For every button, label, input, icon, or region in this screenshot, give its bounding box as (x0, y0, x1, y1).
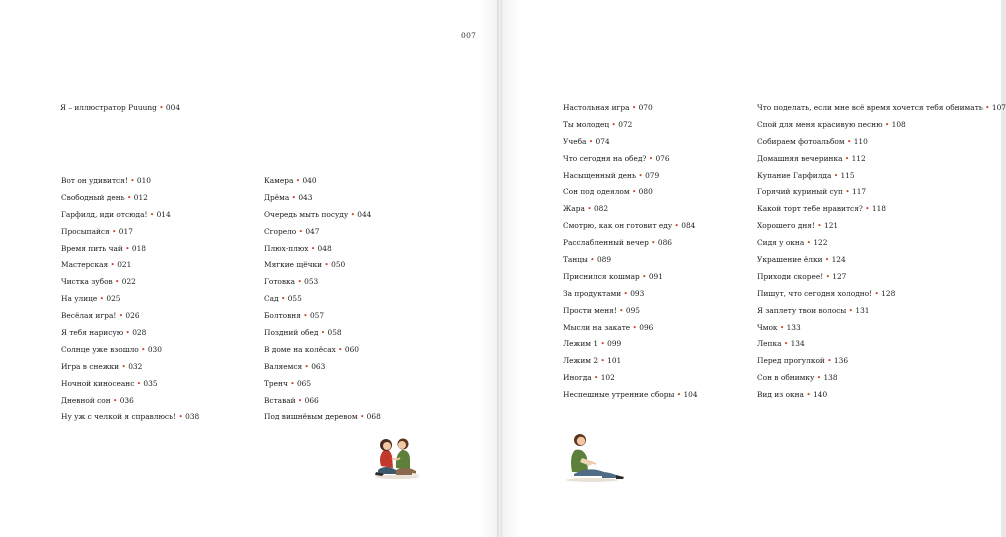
toc-entry[interactable] (757, 168, 1006, 185)
toc-entry[interactable] (264, 342, 381, 359)
toc-entry-title: Настольная игра (563, 103, 630, 112)
toc-entry[interactable] (563, 252, 698, 269)
toc-entry[interactable] (563, 235, 698, 252)
bullet-separator: • (623, 288, 628, 298)
toc-entry[interactable] (563, 151, 698, 168)
toc-entry-page: 140 (813, 390, 828, 400)
bullet-separator: • (847, 136, 852, 146)
toc-entry[interactable] (757, 387, 1006, 404)
bullet-separator: • (112, 226, 117, 236)
toc-entry-page: 063 (311, 361, 326, 371)
toc-entry-title: Что сегодня на обед? (563, 153, 647, 163)
toc-entry-page: 022 (121, 277, 136, 287)
bullet-separator: • (806, 390, 811, 400)
bullet-separator: • (290, 378, 295, 388)
toc-entry[interactable] (757, 100, 1006, 117)
bullet-separator: • (674, 221, 679, 231)
bullet-separator: • (304, 361, 309, 371)
toc-entry-page: 089 (596, 255, 612, 265)
toc-entry[interactable] (264, 359, 381, 376)
toc-entry-title: Иногда (563, 373, 592, 383)
toc-entry-page: 074 (595, 136, 610, 146)
bullet-separator: • (817, 221, 822, 231)
toc-entry[interactable] (757, 336, 1006, 353)
toc-entry-title: Очередь мыть посуду (264, 209, 349, 219)
bullet-separator: • (648, 153, 654, 163)
toc-entry-title: Сгорело (264, 226, 297, 236)
toc-entry-page: 117 (852, 187, 867, 197)
toc-entry-title: Лежим 1 (563, 339, 599, 349)
right-page (502, 0, 1006, 537)
toc-entry-page: 072 (618, 119, 633, 129)
toc-entry-title: Ну уж с челкой я справлюсь! (61, 412, 177, 422)
toc-entry[interactable] (563, 117, 698, 134)
toc-entry[interactable] (264, 291, 381, 308)
toc-entry[interactable] (61, 325, 199, 342)
toc-entry-page: 070 (638, 103, 653, 112)
toc-entry[interactable] (563, 286, 698, 303)
toc-entry-page: 121 (824, 221, 839, 231)
toc-entry-page: 107 (991, 103, 1006, 112)
toc-entry[interactable] (563, 269, 698, 286)
toc-entry-title: Весёлая игра! (61, 311, 117, 321)
toc-entry[interactable] (61, 308, 199, 325)
toc-entry[interactable] (563, 184, 698, 201)
toc-entry-page: 040 (302, 176, 317, 185)
toc-entry-page: 025 (106, 294, 121, 304)
toc-entry-page: 115 (840, 170, 855, 180)
toc-entry-title: Сидя у окна (757, 238, 805, 248)
toc-entry[interactable] (757, 303, 1006, 320)
toc-entry-page: 066 (304, 395, 319, 405)
toc-entry-page: 044 (357, 209, 372, 219)
toc-entry-page: 018 (131, 243, 147, 253)
toc-entry-page: 004 (165, 103, 181, 112)
toc-entry[interactable] (563, 387, 698, 404)
bullet-separator: • (848, 305, 854, 315)
bullet-separator: • (115, 277, 120, 287)
toc-entry-title: На улице (61, 294, 98, 304)
toc-entry[interactable] (563, 353, 698, 370)
toc-entry-title: Перед прогулкой (757, 356, 825, 366)
toc-entry-page: 026 (125, 311, 140, 321)
bullet-separator: • (130, 176, 135, 185)
toc-entry-page: 099 (607, 339, 622, 349)
toc-entry[interactable] (264, 325, 381, 342)
toc-entry-title: Ты молодец (563, 119, 610, 129)
toc-entry[interactable] (563, 168, 698, 185)
toc-column-left-2 (264, 173, 381, 426)
bullet-separator: • (844, 153, 850, 163)
toc-entry-title: Танцы (563, 255, 588, 265)
bullet-separator: • (324, 260, 329, 270)
bullet-separator: • (874, 288, 879, 298)
bullet-separator: • (806, 238, 811, 248)
toc-entry[interactable] (757, 286, 1006, 303)
bullet-separator: • (149, 209, 155, 219)
toc-entry-title: Приснился кошмар (563, 271, 640, 281)
toc-entry[interactable] (264, 257, 381, 274)
toc-entry-title: Вставай (264, 395, 296, 405)
toc-entry[interactable] (264, 173, 381, 190)
toc-entry-title: Домашняя вечеринка (757, 153, 843, 163)
toc-entry[interactable] (61, 207, 199, 224)
bullet-separator: • (651, 238, 656, 248)
toc-entry-title: Я заплету твои волосы (757, 305, 847, 315)
toc-column-right-1 (563, 100, 698, 404)
bullet-separator: • (600, 339, 605, 349)
toc-entry-page: 030 (147, 344, 162, 354)
toc-entry-title: Сон в обнимку (757, 373, 815, 383)
toc-entry-page: 084 (681, 221, 696, 231)
toc-entry-title: Прости меня! (563, 305, 617, 315)
bullet-separator: • (297, 395, 303, 405)
bullet-separator: • (827, 356, 832, 366)
toc-entry[interactable] (563, 303, 698, 320)
toc-entry[interactable] (61, 342, 199, 359)
toc-entry-page: 124 (831, 255, 846, 265)
bullet-separator: • (141, 344, 146, 354)
toc-intro-entry[interactable] (60, 103, 180, 112)
toc-entry-title: Мастерская (61, 260, 109, 270)
toc-entry[interactable] (757, 320, 1006, 337)
toc-entry-title: Насыщенный день (563, 170, 637, 180)
toc-entry[interactable] (61, 393, 199, 410)
toc-entry[interactable] (563, 134, 698, 151)
bullet-separator: • (136, 378, 142, 388)
bullet-separator: • (110, 260, 115, 270)
toc-entry-title: Приходи скорее! (757, 271, 824, 281)
toc-entry-title: Сон под одеялом (563, 187, 630, 197)
bullet-separator: • (632, 322, 637, 332)
bullet-separator: • (125, 243, 130, 253)
toc-entry-page: 080 (638, 187, 653, 197)
toc-entry[interactable] (264, 409, 381, 426)
toc-entry-page: 102 (600, 373, 615, 383)
toc-entry-title: Расслабленный вечер (563, 238, 649, 248)
toc-entry-page: 110 (853, 136, 868, 146)
toc-entry-title: Игра в снежки (61, 361, 120, 371)
bullet-separator: • (865, 204, 870, 214)
toc-entry-page: 086 (657, 238, 672, 248)
bullet-separator: • (985, 103, 990, 112)
toc-entry[interactable] (757, 134, 1006, 151)
toc-entry[interactable] (757, 151, 1006, 168)
toc-entry-title: Под вишнёвым деревом (264, 412, 358, 422)
toc-entry-page: 108 (891, 119, 906, 129)
toc-entry-title: Я тебя нарисую (61, 328, 124, 338)
toc-entry-page: 032 (128, 361, 143, 371)
toc-entry-page: 131 (855, 305, 870, 315)
toc-entry-title: Вот он удивится! (61, 176, 128, 185)
toc-entry-page: 038 (185, 412, 200, 422)
toc-entry-page: 010 (136, 176, 152, 185)
toc-entry-page: 138 (823, 373, 838, 383)
toc-entry-page: 058 (327, 328, 342, 338)
toc-entry[interactable] (61, 173, 199, 190)
toc-entry[interactable] (264, 308, 381, 325)
toc-entry[interactable] (61, 257, 199, 274)
bullet-separator: • (600, 356, 605, 366)
toc-entry-page: 048 (317, 243, 332, 253)
toc-column-right-2 (757, 100, 1006, 404)
toc-entry-title: В доме на колёсах (264, 344, 336, 354)
toc-entry-page: 096 (639, 322, 654, 332)
toc-entry-title: Украшение ёлки (757, 255, 823, 265)
bullet-separator: • (594, 373, 599, 383)
bullet-separator: • (338, 344, 343, 354)
toc-entry-title: Что поделать, если мне всё время хочется тебя обнимать (757, 103, 983, 112)
bullet-separator: • (350, 209, 355, 219)
bullet-separator: • (303, 311, 308, 321)
toc-entry[interactable] (264, 241, 381, 258)
bullet-separator: • (779, 322, 785, 332)
bullet-separator: • (320, 328, 326, 338)
toc-entry-title: Собираем фотоальбом (757, 136, 845, 146)
toc-entry[interactable] (61, 409, 199, 426)
toc-entry[interactable] (264, 376, 381, 393)
toc-entry-page: 065 (296, 378, 312, 388)
toc-entry-page: 050 (331, 260, 346, 270)
toc-entry-page: 028 (132, 328, 147, 338)
bullet-separator: • (631, 187, 637, 197)
toc-entry-title: Мягкие щёчки (264, 260, 323, 270)
toc-entry[interactable] (61, 190, 199, 207)
bullet-separator: • (833, 170, 839, 180)
toc-entry-title: Вид из окна (757, 390, 804, 400)
toc-entry[interactable] (61, 241, 199, 258)
toc-entry-title: Чистка зубов (61, 277, 113, 287)
toc-entry[interactable] (264, 190, 381, 207)
bullet-separator: • (178, 412, 183, 422)
toc-entry-title: Мысли на закате (563, 322, 631, 332)
toc-entry-title: Гарфилд, иди отсюда! (61, 209, 148, 219)
toc-entry-title: Пишут, что сегодня холодно! (757, 288, 873, 298)
bullet-separator: • (884, 119, 890, 129)
toc-entry[interactable] (563, 100, 698, 117)
toc-entry[interactable] (563, 218, 698, 235)
toc-entry[interactable] (757, 269, 1006, 286)
bullet-separator: • (121, 361, 126, 371)
toc-entry-page: 122 (813, 238, 828, 248)
toc-entry-title: Ночной киносеанс (61, 378, 135, 388)
man-reading-illustration (560, 428, 626, 484)
bullet-separator: • (295, 176, 301, 185)
toc-entry-title: Лежим 2 (563, 356, 599, 366)
toc-entry-page: 053 (304, 277, 319, 287)
toc-entry-page: 047 (305, 226, 320, 236)
couple-sitting-illustration (372, 430, 422, 480)
toc-entry[interactable] (264, 207, 381, 224)
bullet-separator: • (825, 271, 830, 281)
toc-entry-title: Я – иллюстратор Puuung (60, 103, 157, 112)
toc-entry-page: 093 (630, 288, 645, 298)
bullet-separator: • (125, 328, 130, 338)
toc-entry-title: Готовка (264, 277, 296, 287)
bullet-separator: • (359, 412, 365, 422)
page-number: 007 (461, 31, 477, 40)
toc-entry-title: Солнце уже взошло (61, 344, 139, 354)
toc-entry[interactable] (757, 117, 1006, 134)
toc-entry-page: 012 (133, 192, 148, 202)
toc-entry-page: 055 (287, 294, 302, 304)
toc-entry-title: Чмок (757, 322, 778, 332)
toc-entry-page: 136 (833, 356, 849, 366)
bullet-separator: • (159, 103, 164, 112)
bullet-separator: • (127, 192, 132, 202)
bullet-separator: • (783, 339, 789, 349)
toc-entry-page: 133 (786, 322, 801, 332)
toc-entry-title: Камера (264, 176, 294, 185)
bullet-separator: • (587, 204, 592, 214)
toc-entry[interactable] (264, 393, 381, 410)
bullet-separator: • (118, 311, 124, 321)
toc-entry-title: Какой торт тебе нравится? (757, 204, 863, 214)
toc-entry-page: 134 (790, 339, 805, 349)
toc-entry-title: Горячий куриный суп (757, 187, 843, 197)
toc-entry[interactable] (61, 291, 199, 308)
toc-entry-title: Сад (264, 294, 279, 304)
toc-entry-title: Учеба (563, 136, 587, 146)
toc-entry-title: Время пить чай (61, 243, 123, 253)
bullet-separator: • (676, 390, 682, 400)
toc-entry-page: 021 (117, 260, 132, 270)
bullet-separator: • (590, 255, 595, 265)
toc-entry[interactable] (757, 235, 1006, 252)
bullet-separator: • (611, 119, 616, 129)
toc-entry-title: Спой для меня красивую песню (757, 119, 883, 129)
toc-entry-title: Купание Гарфилда (757, 170, 832, 180)
bullet-separator: • (642, 271, 647, 281)
toc-entry-page: 082 (593, 204, 609, 214)
toc-entry-page: 035 (143, 378, 158, 388)
toc-entry[interactable] (757, 370, 1006, 387)
toc-entry-title: Поздний обед (264, 328, 319, 338)
toc-entry-title: Просыпайся (61, 226, 110, 236)
toc-entry-page: 118 (871, 204, 887, 214)
toc-entry[interactable] (61, 359, 199, 376)
toc-entry-page: 068 (366, 412, 381, 422)
toc-entry-title: Валяемся (264, 361, 303, 371)
toc-entry-page: 112 (851, 153, 866, 163)
toc-entry-page: 104 (683, 390, 698, 400)
toc-entry[interactable] (61, 376, 199, 393)
toc-entry-title: Дневной сон (61, 395, 111, 405)
toc-entry[interactable] (563, 201, 698, 218)
toc-entry-page: 076 (655, 153, 670, 163)
toc-entry[interactable] (757, 184, 1006, 201)
toc-entry-page: 060 (344, 344, 359, 354)
toc-entry[interactable] (563, 370, 698, 387)
toc-entry-page: 128 (881, 288, 896, 298)
bullet-separator: • (619, 305, 624, 315)
toc-entry[interactable] (757, 201, 1006, 218)
bullet-separator: • (291, 192, 296, 202)
toc-entry[interactable] (61, 224, 199, 241)
left-page (0, 0, 497, 537)
toc-entry-page: 057 (309, 311, 325, 321)
toc-column-left-1 (61, 173, 199, 426)
bullet-separator: • (298, 226, 303, 236)
toc-entry-title: Болтовня (264, 311, 301, 321)
toc-entry[interactable] (563, 320, 698, 337)
toc-entry-page: 095 (625, 305, 640, 315)
bullet-separator: • (638, 170, 643, 180)
toc-entry-title: Лепка (757, 339, 782, 349)
bullet-separator: • (824, 255, 830, 265)
toc-entry-page: 036 (119, 395, 134, 405)
toc-entry[interactable] (757, 218, 1006, 235)
bullet-separator: • (280, 294, 286, 304)
toc-entry-page: 017 (118, 226, 133, 236)
toc-entry-page: 127 (832, 271, 847, 281)
toc-entry[interactable] (264, 274, 381, 291)
toc-entry-page: 101 (607, 356, 622, 366)
toc-entry-title: Неспешные утренние сборы (563, 390, 675, 400)
toc-entry-title: Хорошего дня! (757, 221, 815, 231)
toc-entry-page: 091 (648, 271, 663, 281)
toc-entry-title: Тренч (264, 378, 288, 388)
bullet-separator: • (99, 294, 105, 304)
toc-entry-title: Жара (563, 204, 585, 214)
toc-entry[interactable] (264, 224, 381, 241)
bullet-separator: • (631, 103, 637, 112)
toc-entry[interactable] (61, 274, 199, 291)
toc-entry[interactable] (563, 336, 698, 353)
toc-entry-page: 043 (298, 192, 313, 202)
toc-entry[interactable] (757, 252, 1006, 269)
toc-entry-page: 079 (645, 170, 660, 180)
bullet-separator: • (297, 277, 302, 287)
bullet-separator: • (816, 373, 822, 383)
toc-entry-title: Свободный день (61, 192, 125, 202)
toc-entry-page: 014 (156, 209, 171, 219)
bullet-separator: • (113, 395, 118, 405)
toc-entry[interactable] (757, 353, 1006, 370)
bullet-separator: • (310, 243, 316, 253)
toc-entry-title: Плюх-плюх (264, 243, 309, 253)
bullet-separator: • (845, 187, 850, 197)
bullet-separator: • (588, 136, 594, 146)
toc-entry-title: За продуктами (563, 288, 622, 298)
toc-entry-title: Дрёма (264, 192, 290, 202)
toc-entry-title: Смотрю, как он готовит еду (563, 221, 673, 231)
